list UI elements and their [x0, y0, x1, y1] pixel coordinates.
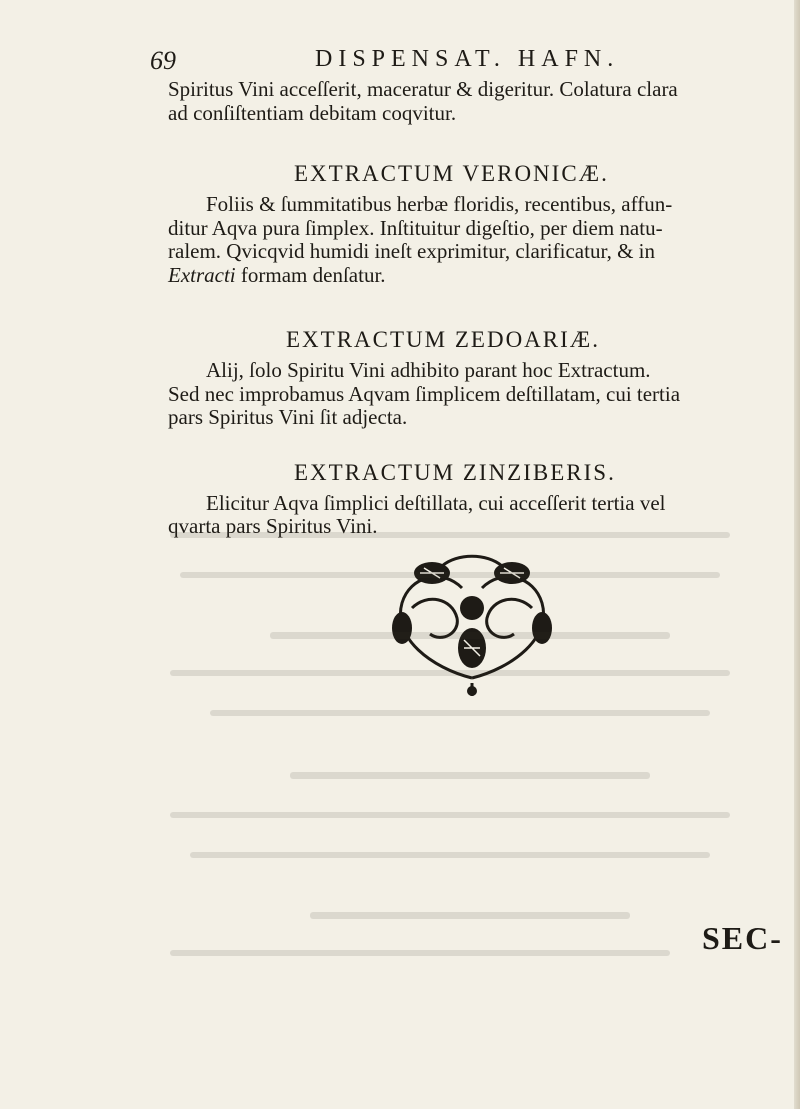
bleed-texture [170, 520, 770, 980]
text-line: ad conſiſtentiam debitam coqvitur. [168, 100, 457, 125]
show-through-texture [170, 520, 770, 980]
text-line: Elicitur Aqva ſimplici deſtillata, cui acceſſerit tertia vel [206, 490, 666, 515]
text-line [168, 264, 768, 288]
text-fragment: formam denſatur. [235, 262, 386, 287]
running-title: DISPENSAT. HAFN. [315, 46, 620, 72]
text-line: Spiritus Vini acceſſerit, maceratur & digeritur. Colatura clara [168, 77, 678, 101]
text-line: ralem. Qvicqvid humidi ineſt exprimitur, clarificatur, & in [168, 239, 656, 263]
text-line: Alij, ſolo Spiritu Vini adhibito parant hoc Extractum. [206, 358, 651, 382]
text-line: ditur Aqva pura ſimplex. Inſtituitur digeſtio, per diem natu- [168, 215, 663, 240]
text-line: Foliis & ſummitatibus herbæ floridis, recentibus, affun- [206, 192, 673, 216]
italic-word: Extracti [168, 262, 236, 287]
text-line: qvarta pars Spiritus Vini. [168, 514, 378, 538]
page-number: 69 [150, 46, 176, 75]
page-edge [794, 0, 800, 1109]
section-heading: EXTRACTUM ZINZIBERIS. [294, 459, 616, 485]
section-heading: EXTRACTUM VERONICÆ. [294, 161, 609, 186]
running-head [150, 38, 670, 78]
text-line: pars Spiritus Vini ſit adjecta. [168, 405, 408, 429]
catchword: SEC- [702, 920, 783, 956]
text-line: Sed nec improbamus Aqvam ſimplicem deſtillatam, cui tertia [168, 381, 681, 406]
section-heading: EXTRACTUM ZEDOARIÆ. [286, 327, 600, 352]
text-block [168, 78, 768, 539]
